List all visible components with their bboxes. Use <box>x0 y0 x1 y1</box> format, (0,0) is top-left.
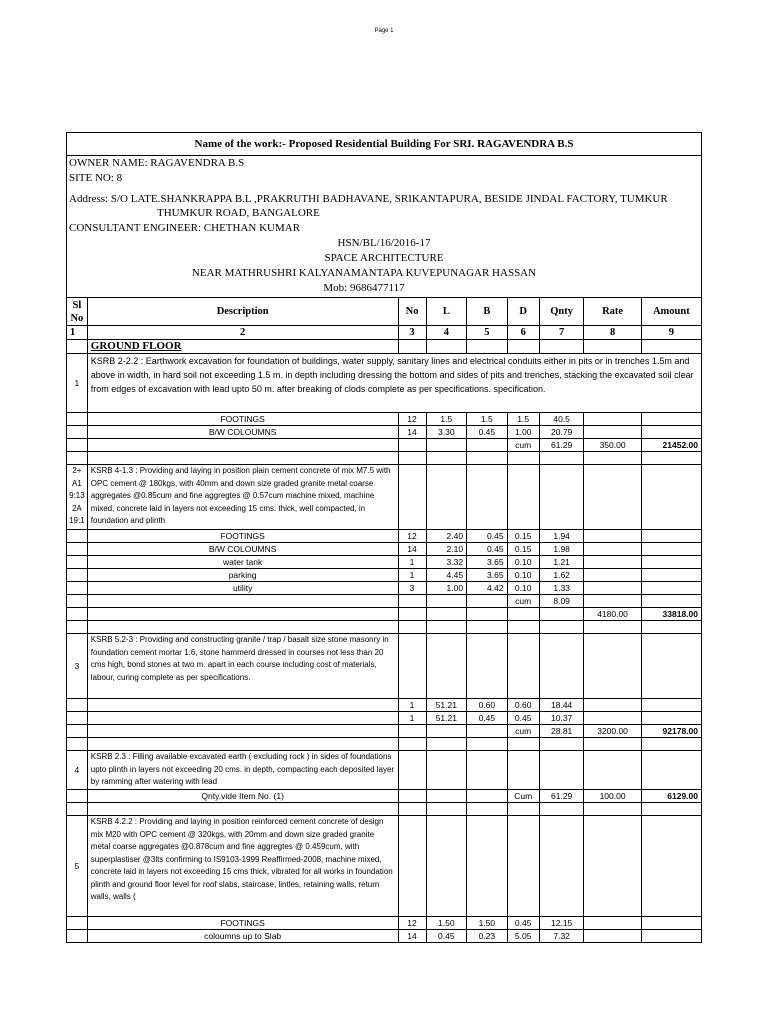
total-unit: cum <box>507 595 539 608</box>
measurement-label: FOOTINGS <box>87 530 398 543</box>
item-description-row <box>67 465 702 530</box>
measurement-row <box>67 699 702 712</box>
total-row <box>67 790 702 803</box>
total-qnty: 61.29 <box>539 790 584 803</box>
measure-l: 2.10 <box>426 543 467 556</box>
total-rate: 3200.00 <box>584 725 641 738</box>
item-description-row <box>67 751 702 790</box>
measure-d: 1.00 <box>507 426 539 439</box>
address-line-1: Address: S/O LATE.SHANKRAPPA B.L ,PRAKRUTHI BADHAVANE, SRIKANTAPURA, BESIDE JINDAL FACTORY, TUMKUR <box>69 193 668 205</box>
col-number: 4 <box>426 326 467 340</box>
item-sl: 2+ A1 9:13 2A 19:1 <box>67 465 88 530</box>
measure-l: 51.21 <box>426 712 467 725</box>
measurement-row <box>67 917 702 930</box>
measure-l: 3.30 <box>426 426 467 439</box>
col-qnty: Qnty <box>539 298 584 326</box>
col-number: 1 <box>67 326 88 340</box>
measure-no: 14 <box>398 930 426 943</box>
total-qnty: 8.09 <box>539 595 584 608</box>
item-description-row <box>67 634 702 699</box>
col-l: L <box>426 298 467 326</box>
total-unit: Cum <box>507 790 539 803</box>
measurement-row <box>67 543 702 556</box>
item-description: KSRB 2-2.2 : Earthwork excavation for foundation of buildings, water supply, sanitary lines and electrical conduits either in pits or in trenches 1.5m and above in width, in hard soil not exceeding 1.5 m. in depth including dressing the bottom and sides of pits and trenches, stacking the excavated soil clear from edges of excavation with lead upto 50 m. after breaking of clods complete as per specifications. specification. <box>87 354 701 413</box>
item-sl: 3 <box>67 634 88 699</box>
measurement-label: FOOTINGS <box>87 917 398 930</box>
measure-l: 1.50 <box>426 917 467 930</box>
mobile-number: Mob: 9686477117 <box>323 282 405 294</box>
measurement-row <box>67 556 702 569</box>
total-qnty: 61.29 <box>539 439 584 452</box>
col-number: 7 <box>539 326 584 340</box>
measure-b: 0.45 <box>467 712 508 725</box>
measure-b: 0.45 <box>467 543 508 556</box>
total-amount: 33818.00 <box>641 608 701 621</box>
measure-no: 1 <box>398 556 426 569</box>
measurement-label: parking <box>87 569 398 582</box>
rate-row <box>67 608 702 621</box>
measure-no: 12 <box>398 530 426 543</box>
item-description: KSRB 5.2-3 : Providing and constructing granite / trap / basalt size stone masonry in foundation cement mortar 1:6, stone hammerd dressed in courses not less than 20 cms high, bond stones at two m. apart in each course including cost of materials, labour, curing complete as per specifications. <box>87 634 398 699</box>
measure-qnty: 1.62 <box>539 569 584 582</box>
measure-qnty: 12.15 <box>539 917 584 930</box>
measure-d: 0.45 <box>507 712 539 725</box>
total-qnty: 28.81 <box>539 725 584 738</box>
measure-d: 5.05 <box>507 930 539 943</box>
measure-b: 3.65 <box>467 556 508 569</box>
item-sl: 1 <box>67 354 88 413</box>
item-description-row <box>67 816 702 917</box>
measure-d: 0.10 <box>507 582 539 595</box>
total-rate: 100.00 <box>584 790 641 803</box>
measure-no: 12 <box>398 917 426 930</box>
measure-b: 0.45 <box>467 530 508 543</box>
item-description: KSRB 4.2.2 : Providing and laying in position reinforced cement concrete of design mix M20 with OPC cement @ 320kgs, with 20mm and down size graded granite metal coarse aggregates @0.878cum and fine aggregtes @ 0.459cum, with superplastiser @3lts confirming to IS9103-1999 Reaffirmed-2008, machine mixed, concrete laid in layers not exceeding 15 cms thick, vibrated for all works in foundation plinth and ground floor level for roof slabs, staircase, lintles, retaining walls, return walls, walls ( <box>87 816 398 917</box>
measurement-row <box>67 930 702 943</box>
estimate-sheet <box>66 132 702 943</box>
firm-name: SPACE ARCHITECTURE <box>324 252 444 264</box>
measure-qnty: 18.44 <box>539 699 584 712</box>
measure-b: 3.65 <box>467 569 508 582</box>
measure-qnty: 1.98 <box>539 543 584 556</box>
measure-no: 1 <box>398 569 426 582</box>
consultant-engineer: CONSULTANT ENGINEER: CHETHAN KUMAR <box>69 222 301 234</box>
section-title: GROUND FLOOR <box>87 340 398 354</box>
total-row <box>67 725 702 738</box>
col-number: 3 <box>398 326 426 340</box>
measure-d: 0.10 <box>507 569 539 582</box>
total-unit: cum <box>507 725 539 738</box>
measure-d: 0.15 <box>507 530 539 543</box>
measure-qnty: 10.37 <box>539 712 584 725</box>
measure-b: 1.50 <box>467 917 508 930</box>
col-number: 2 <box>87 326 398 340</box>
measure-d: 0.10 <box>507 556 539 569</box>
total-row <box>67 595 702 608</box>
owner-name: OWNER NAME: RAGAVENDRA B.S <box>69 157 245 169</box>
measure-no: 1 <box>398 699 426 712</box>
col-no: No <box>398 298 426 326</box>
col-amount: Amount <box>641 298 701 326</box>
spacer-row <box>67 621 702 634</box>
col-b: B <box>467 298 508 326</box>
column-number-row <box>67 326 702 340</box>
measure-qnty: 20.79 <box>539 426 584 439</box>
measurement-row <box>67 413 702 426</box>
column-header-row <box>67 298 702 326</box>
spacer-row <box>67 738 702 751</box>
site-number: SITE NO: 8 <box>69 172 123 184</box>
firm-address: NEAR MATHRUSHRI KALYANAMANTAPA KUVEPUNAGAR HASSAN <box>191 267 537 279</box>
measurement-label: utility <box>87 582 398 595</box>
col-number: 6 <box>507 326 539 340</box>
col-sl: Sl No <box>67 298 88 326</box>
measure-d: 0.60 <box>507 699 539 712</box>
col-d: D <box>507 298 539 326</box>
page-number: Page 1 <box>374 28 394 34</box>
measure-no: 3 <box>398 582 426 595</box>
total-amount: 92178.00 <box>641 725 701 738</box>
total-row <box>67 439 702 452</box>
measurement-label: B/W COLOUMNS <box>87 543 398 556</box>
measurement-row <box>67 530 702 543</box>
measurement-label: coloumns up to Slab <box>87 930 398 943</box>
measure-l: 3.32 <box>426 556 467 569</box>
estimate-header <box>66 132 702 297</box>
measure-qnty: 1.21 <box>539 556 584 569</box>
measure-qnty: 7.32 <box>539 930 584 943</box>
measure-b: 0.45 <box>467 426 508 439</box>
measure-d: 0.15 <box>507 543 539 556</box>
measure-l: 1.5 <box>426 413 467 426</box>
measurement-label: B/W COLOUMNS <box>87 426 398 439</box>
item-sl: 5 <box>67 816 88 917</box>
measurement-row <box>67 426 702 439</box>
measure-qnty: 40.5 <box>539 413 584 426</box>
address-line-2: THUMKUR ROAD, BANGALORE <box>157 207 320 219</box>
measure-qnty: 1.94 <box>539 530 584 543</box>
measure-b: 4.42 <box>467 582 508 595</box>
measure-l: 4.45 <box>426 569 467 582</box>
measure-b: 0.23 <box>467 930 508 943</box>
col-rate: Rate <box>584 298 641 326</box>
measure-l: 1.00 <box>426 582 467 595</box>
measure-b: 1.5 <box>467 413 508 426</box>
measure-l: 51.21 <box>426 699 467 712</box>
measurement-label: Qnty.vide Item No. (1) <box>87 790 398 803</box>
measurement-label: FOOTINGS <box>87 413 398 426</box>
measurement-row <box>67 569 702 582</box>
col-number: 8 <box>584 326 641 340</box>
item-description: KSRB 2.3 : Filling available excavated earth ( excluding rock ) in sides of foundations upto plinth in layers not exceeding 20 cms. in depth, compacting each deposited layer by ramming after watering with lead <box>87 751 398 790</box>
total-rate: 4180.00 <box>584 608 641 621</box>
measure-d: 0.45 <box>507 917 539 930</box>
item-description-row <box>67 354 702 413</box>
measure-no: 12 <box>398 413 426 426</box>
measurement-row <box>67 712 702 725</box>
total-unit: cum <box>507 439 539 452</box>
measure-l: 2.40 <box>426 530 467 543</box>
spacer-row <box>67 803 702 816</box>
measure-d: 1.5 <box>507 413 539 426</box>
item-description: KSRB 4-1.3 : Providing and laying in position plain cement concrete of mix M7.5 with OPC cement @ 180kgs, with 40mm and down size graded granite metal coarse aggregates @0.85cum and fine aggregtes @ 0.57cum machine mixed, machine mixed, concrete laid in layers not exceeding 15 cms. thick, well compacted, in foundation and plinth <box>87 465 398 530</box>
col-number: 5 <box>467 326 508 340</box>
measurement-row <box>67 582 702 595</box>
item-sl: 4 <box>67 751 88 790</box>
total-amount: 21452.00 <box>641 439 701 452</box>
col-number: 9 <box>641 326 701 340</box>
section-row <box>67 340 702 354</box>
estimate-table <box>66 297 702 943</box>
work-title: Name of the work:- Proposed Residential Building For SRI. RAGAVENDRA B.S <box>67 133 701 156</box>
measure-no: 14 <box>398 543 426 556</box>
measure-qnty: 1.33 <box>539 582 584 595</box>
spacer-row <box>67 452 702 465</box>
total-amount: 6129.00 <box>641 790 701 803</box>
measure-l: 0.45 <box>426 930 467 943</box>
measure-no: 14 <box>398 426 426 439</box>
registration-number: HSN/BL/16/2016-17 <box>337 237 431 249</box>
col-description: Description <box>87 298 398 326</box>
measure-no: 1 <box>398 712 426 725</box>
measure-b: 0.60 <box>467 699 508 712</box>
measurement-label: water tank <box>87 556 398 569</box>
total-rate: 350.00 <box>584 439 641 452</box>
